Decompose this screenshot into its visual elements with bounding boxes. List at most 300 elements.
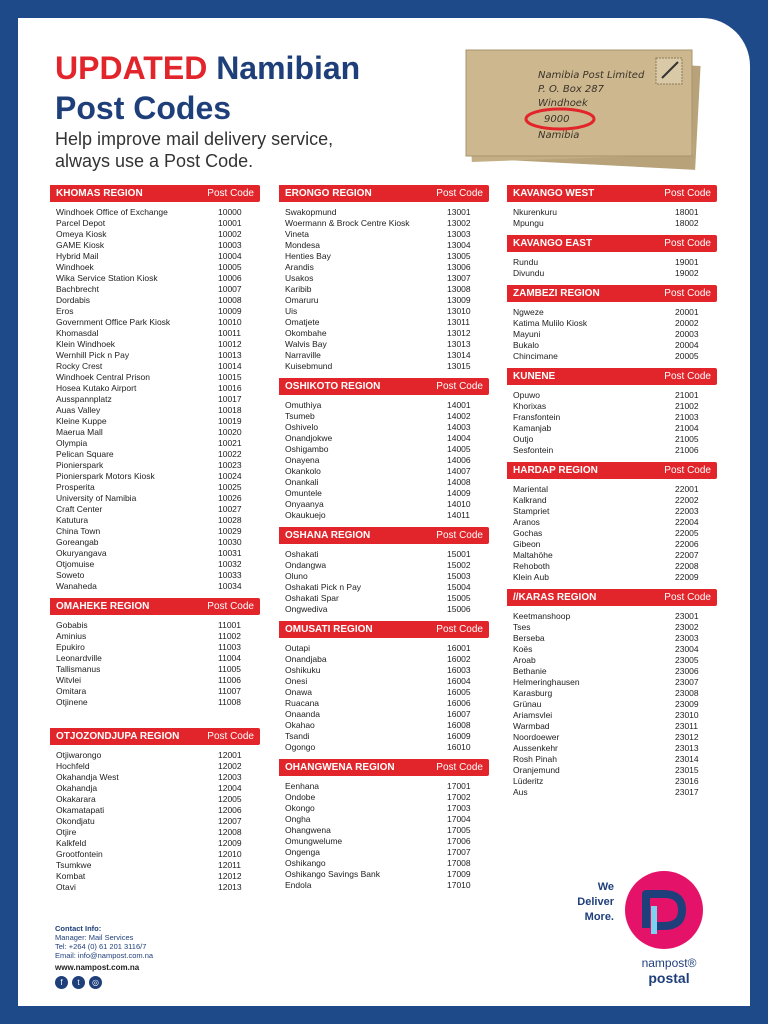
post-code-row [513, 732, 709, 743]
region-block [279, 185, 489, 372]
post-code: 11001 [218, 620, 242, 630]
place-name: Leonardville [56, 653, 102, 663]
place-name: Mayuni [513, 329, 541, 339]
post-code: 17009 [447, 869, 471, 879]
post-code-row [285, 251, 481, 262]
region-name: OMAHEKE REGION [56, 601, 150, 612]
post-code: 15002 [447, 560, 471, 570]
region-rows [507, 252, 717, 279]
post-code-row [513, 506, 709, 517]
envelope-line-3: Windhoek [538, 98, 588, 109]
post-code-row [56, 653, 252, 664]
post-code: 13001 [447, 207, 471, 217]
post-code: 13009 [447, 295, 471, 305]
post-code-row [285, 593, 481, 604]
post-code: 10034 [218, 581, 242, 591]
post-code: 22001 [675, 484, 699, 494]
place-name: Oshikuku [285, 665, 321, 675]
post-code: 16001 [447, 643, 471, 653]
post-code: 14011 [447, 510, 471, 520]
place-name: Eenhana [285, 781, 320, 791]
post-code-row [285, 803, 481, 814]
post-code-heading: Post Code [436, 381, 483, 392]
region-header [507, 285, 717, 302]
post-code: 23007 [675, 677, 699, 687]
place-name: Uis [285, 306, 298, 316]
place-name: Oshakati [285, 549, 319, 559]
title-post-codes: Post Codes [55, 90, 232, 126]
place-name: Ariamsvlei [513, 710, 553, 720]
post-code: 16010 [447, 742, 471, 752]
post-code: 23015 [675, 765, 699, 775]
post-code-row [513, 412, 709, 423]
region-block [279, 378, 489, 521]
place-name: Oshakati Pick n Pay [285, 582, 362, 592]
region-header [279, 621, 489, 638]
post-code: 10027 [218, 504, 242, 514]
post-code-row [56, 306, 252, 317]
place-name: Otjire [56, 827, 77, 837]
post-code-row [56, 504, 252, 515]
tagline-line-1: We [597, 881, 614, 893]
post-code-row [56, 581, 252, 592]
place-name: Oshakati Spar [285, 593, 339, 603]
place-name: Khomasdal [56, 328, 99, 338]
place-name: Windhoek Office of Exchange [56, 207, 168, 217]
post-code-row [56, 449, 252, 460]
post-code-row [285, 549, 481, 560]
place-name: Walvis Bay [285, 339, 327, 349]
place-name: Maerua Mall [56, 427, 103, 437]
place-name: Swakopmund [285, 207, 337, 217]
region-header [279, 185, 489, 202]
post-code: 21002 [675, 401, 699, 411]
place-name: Outapi [285, 643, 311, 653]
post-code: 14004 [447, 433, 471, 443]
region-name: OSHANA REGION [285, 530, 371, 541]
post-code-row [513, 539, 709, 550]
post-code: 12012 [218, 871, 242, 881]
region-name: ZAMBEZI REGION [513, 288, 600, 299]
place-name: Katutura [56, 515, 89, 525]
place-name: Kleine Kuppe [56, 416, 107, 426]
post-code: 17003 [447, 803, 471, 813]
post-code: 14010 [447, 499, 471, 509]
post-code: 10020 [218, 427, 242, 437]
place-name: Bachbrecht [56, 284, 99, 294]
post-code: 13005 [447, 251, 471, 261]
post-code: 10013 [218, 350, 242, 360]
post-code: 13010 [447, 306, 471, 316]
place-name: Fransfontein [513, 412, 561, 422]
place-name: Warmbad [513, 721, 550, 731]
post-code-row [285, 781, 481, 792]
place-name: Auas Valley [56, 405, 101, 415]
post-code-row [56, 295, 252, 306]
post-code: 22002 [675, 495, 699, 505]
post-code-row [56, 317, 252, 328]
region-rows [279, 776, 489, 891]
post-code-row [285, 510, 481, 521]
envelope-line-5: Namibia [538, 130, 580, 141]
poster-page [18, 18, 750, 1006]
place-name: Government Office Park Kiosk [56, 317, 171, 327]
place-name: Onawa [285, 687, 312, 697]
place-name: Outjo [513, 434, 534, 444]
post-code: 23008 [675, 688, 699, 698]
post-code: 10000 [218, 207, 242, 217]
post-code: 12004 [218, 783, 242, 793]
place-name: Witvlei [56, 675, 82, 685]
place-name: Arandis [285, 262, 314, 272]
post-code: 22009 [675, 572, 699, 582]
post-code: 12002 [218, 761, 242, 771]
post-code: 13004 [447, 240, 471, 250]
place-name: Oluno [285, 571, 308, 581]
post-code: 13015 [447, 361, 471, 371]
place-name: Maltahöhe [513, 550, 553, 560]
post-code: 10028 [218, 515, 242, 525]
post-code: 23004 [675, 644, 699, 654]
place-name: Ngweze [513, 307, 544, 317]
region-header [507, 185, 717, 202]
region-block [279, 759, 489, 891]
post-code-row [285, 825, 481, 836]
post-code-row [285, 560, 481, 571]
twitter-icon[interactable]: t [72, 976, 85, 989]
facebook-icon[interactable]: f [55, 976, 68, 989]
post-code: 10006 [218, 273, 242, 283]
post-code-row [285, 499, 481, 510]
place-name: Wika Service Station Kiosk [56, 273, 158, 283]
post-code: 10032 [218, 559, 242, 569]
post-code: 15003 [447, 571, 471, 581]
post-code: 15001 [447, 549, 471, 559]
post-code-row [285, 218, 481, 229]
post-code-row [513, 666, 709, 677]
post-code-row [513, 495, 709, 506]
post-code-row [56, 816, 252, 827]
post-code: 10017 [218, 394, 242, 404]
place-name: Kuisebmund [285, 361, 333, 371]
place-name: Khorixas [513, 401, 547, 411]
post-code-row [513, 329, 709, 340]
envelope-line-1: Namibia Post Limited [538, 70, 645, 81]
post-code: 16003 [447, 665, 471, 675]
place-name: Parcel Depot [56, 218, 106, 228]
place-name: Onandjokwe [285, 433, 333, 443]
place-name: Ongha [285, 814, 311, 824]
place-name: Prosperita [56, 482, 95, 492]
post-code: 20003 [675, 329, 699, 339]
post-code-heading: Post Code [664, 238, 711, 249]
region-header [507, 368, 717, 385]
post-code-row [513, 351, 709, 362]
region-rows [50, 745, 260, 893]
post-code: 18001 [675, 207, 699, 217]
place-name: Rocky Crest [56, 361, 103, 371]
post-code-row [513, 340, 709, 351]
post-code: 10016 [218, 383, 242, 393]
place-name: Aroab [513, 655, 536, 665]
post-code-row [56, 761, 252, 772]
place-name: Pelican Square [56, 449, 114, 459]
place-name: University of Namibia [56, 493, 137, 503]
post-code-row [513, 754, 709, 765]
place-name: Henties Bay [285, 251, 331, 261]
place-name: Hybrid Mail [56, 251, 99, 261]
post-code-heading: Post Code [664, 592, 711, 603]
post-code: 14008 [447, 477, 471, 487]
post-code-heading: Post Code [436, 624, 483, 635]
post-code: 13013 [447, 339, 471, 349]
place-name: Okondjatu [56, 816, 95, 826]
website-link[interactable]: www.nampost.com.na [55, 963, 140, 972]
post-code-row [285, 742, 481, 753]
region-header [507, 589, 717, 606]
region-header [50, 598, 260, 615]
place-name: Narraville [285, 350, 321, 360]
post-code: 20001 [675, 307, 699, 317]
region-header [507, 462, 717, 479]
region-rows [507, 385, 717, 456]
post-code-heading: Post Code [436, 762, 483, 773]
post-code: 23016 [675, 776, 699, 786]
region-name: KUNENE [513, 371, 556, 382]
place-name: Omitara [56, 686, 87, 696]
post-code-row [285, 273, 481, 284]
brand-name [626, 956, 712, 986]
post-code: 16008 [447, 720, 471, 730]
region-block [50, 185, 260, 592]
post-code-row [56, 482, 252, 493]
post-code: 14002 [447, 411, 471, 421]
post-code-row [513, 611, 709, 622]
region-name: ERONGO REGION [285, 188, 372, 199]
post-code-row [513, 572, 709, 583]
place-name: Tallismanus [56, 664, 101, 674]
post-code: 13012 [447, 328, 471, 338]
place-name: Opuwo [513, 390, 540, 400]
post-code: 14006 [447, 455, 471, 465]
place-name: Omungwelume [285, 836, 343, 846]
post-code-row [513, 390, 709, 401]
place-name: Oshikango Savings Bank [285, 869, 380, 879]
post-code-row [56, 631, 252, 642]
post-code: 10023 [218, 460, 242, 470]
post-code-row [56, 350, 252, 361]
contact-email: Email: info@nampost.com.na [55, 951, 154, 960]
post-code: 17010 [447, 880, 471, 890]
place-name: Tsumeb [285, 411, 315, 421]
post-code: 21003 [675, 412, 699, 422]
place-name: Okahandja West [56, 772, 119, 782]
post-code: 15005 [447, 593, 471, 603]
post-code-row [56, 548, 252, 559]
post-code-row [285, 792, 481, 803]
post-code: 21004 [675, 423, 699, 433]
place-name: Otjinene [56, 697, 88, 707]
place-name: Nkurenkuru [513, 207, 557, 217]
place-name: Dordabis [56, 295, 91, 305]
post-code: 10003 [218, 240, 242, 250]
region-rows [507, 479, 717, 583]
post-code: 12008 [218, 827, 242, 837]
region-name: OHANGWENA REGION [285, 762, 395, 773]
place-name: Karibib [285, 284, 312, 294]
post-code-row [56, 273, 252, 284]
post-code-row [513, 528, 709, 539]
post-code-row [56, 882, 252, 893]
post-code-row [56, 537, 252, 548]
tagline [558, 880, 614, 925]
post-code-row [56, 328, 252, 339]
post-code: 10033 [218, 570, 242, 580]
post-code: 12001 [218, 750, 242, 760]
place-name: Oranjemund [513, 765, 560, 775]
post-code-row [513, 318, 709, 329]
place-name: Omuthiya [285, 400, 322, 410]
region-rows [279, 544, 489, 615]
place-name: Onankali [285, 477, 319, 487]
post-code: 12005 [218, 794, 242, 804]
post-code-row [285, 858, 481, 869]
post-code-row [285, 444, 481, 455]
place-name: Onandjaba [285, 654, 327, 664]
post-code: 23001 [675, 611, 699, 621]
post-code-row [285, 207, 481, 218]
column-1 [50, 185, 260, 893]
post-code: 10009 [218, 306, 242, 316]
post-code: 11003 [218, 642, 242, 652]
post-code: 10007 [218, 284, 242, 294]
post-code: 14007 [447, 466, 471, 476]
post-code-row [513, 633, 709, 644]
place-name: Okamatapati [56, 805, 105, 815]
place-name: Klein Windhoek [56, 339, 116, 349]
post-code-row [285, 731, 481, 742]
post-code: 11007 [218, 686, 242, 696]
place-name: Windhoek [56, 262, 94, 272]
region-rows [50, 615, 260, 708]
post-code-row [56, 697, 252, 708]
nampost-logo-icon [624, 870, 704, 950]
place-name: Woermann & Brock Centre Kiosk [285, 218, 410, 228]
post-code-row [285, 466, 481, 477]
post-code-row [285, 654, 481, 665]
post-code-row [285, 687, 481, 698]
place-name: Okombahe [285, 328, 327, 338]
post-code: 23014 [675, 754, 699, 764]
region-rows [507, 202, 717, 229]
post-code-row [513, 644, 709, 655]
post-code: 10025 [218, 482, 242, 492]
post-code-row [513, 218, 709, 229]
post-code: 22008 [675, 561, 699, 571]
post-code: 16007 [447, 709, 471, 719]
place-name: Kombat [56, 871, 86, 881]
place-name: Tses [513, 622, 531, 632]
place-name: Okongo [285, 803, 315, 813]
place-name: Mpungu [513, 218, 544, 228]
place-name: Hosea Kutako Airport [56, 383, 137, 393]
post-code-row [56, 339, 252, 350]
post-code: 13007 [447, 273, 471, 283]
post-code-row [285, 880, 481, 891]
region-header [50, 728, 260, 745]
place-name: Berseba [513, 633, 545, 643]
place-name: Divundu [513, 268, 545, 278]
post-code: 20004 [675, 340, 699, 350]
post-code-row [285, 814, 481, 825]
post-code: 14005 [447, 444, 471, 454]
post-code-row [56, 438, 252, 449]
post-code: 12007 [218, 816, 242, 826]
column-2 [279, 185, 489, 891]
post-code-row [56, 207, 252, 218]
post-code: 22003 [675, 506, 699, 516]
post-code: 22004 [675, 517, 699, 527]
place-name: Kamanjab [513, 423, 552, 433]
post-code: 10008 [218, 295, 242, 305]
post-code: 13002 [447, 218, 471, 228]
region-block [279, 527, 489, 615]
post-code-row [285, 720, 481, 731]
place-name: Otjiwarongo [56, 750, 102, 760]
place-name: Mondesa [285, 240, 320, 250]
post-code-row [56, 772, 252, 783]
region-header [279, 759, 489, 776]
post-code: 14009 [447, 488, 471, 498]
post-code-row [285, 400, 481, 411]
place-name: Chincimane [513, 351, 558, 361]
post-code-heading: Post Code [207, 188, 254, 199]
post-code-heading: Post Code [664, 288, 711, 299]
post-code: 11005 [218, 664, 242, 674]
place-name: Vineta [285, 229, 309, 239]
place-name: Onesi [285, 676, 308, 686]
place-name: Ruacana [285, 698, 320, 708]
place-name: Eros [56, 306, 74, 316]
post-code-row [285, 361, 481, 372]
post-code-row [513, 710, 709, 721]
post-code-row [56, 240, 252, 251]
post-code: 23006 [675, 666, 699, 676]
post-code-row [56, 838, 252, 849]
post-code: 10024 [218, 471, 242, 481]
envelope-line-4: 9000 [544, 114, 570, 125]
post-code: 11006 [218, 675, 242, 685]
post-code: 11004 [218, 653, 242, 663]
post-code: 12011 [218, 860, 242, 870]
place-name: Okuryangava [56, 548, 107, 558]
region-block [507, 235, 717, 279]
instagram-icon[interactable]: ◎ [89, 976, 102, 989]
post-code-heading: Post Code [207, 601, 254, 612]
post-code: 15006 [447, 604, 471, 614]
place-name: Bukalo [513, 340, 539, 350]
post-code: 21001 [675, 390, 699, 400]
post-code-row [56, 750, 252, 761]
place-name: Aus [513, 787, 528, 797]
post-code: 16002 [447, 654, 471, 664]
post-code-row [56, 686, 252, 697]
post-code-row [56, 405, 252, 416]
place-name: Ongenga [285, 847, 320, 857]
place-name: China Town [56, 526, 101, 536]
post-code: 10019 [218, 416, 242, 426]
social-icons [55, 976, 102, 989]
